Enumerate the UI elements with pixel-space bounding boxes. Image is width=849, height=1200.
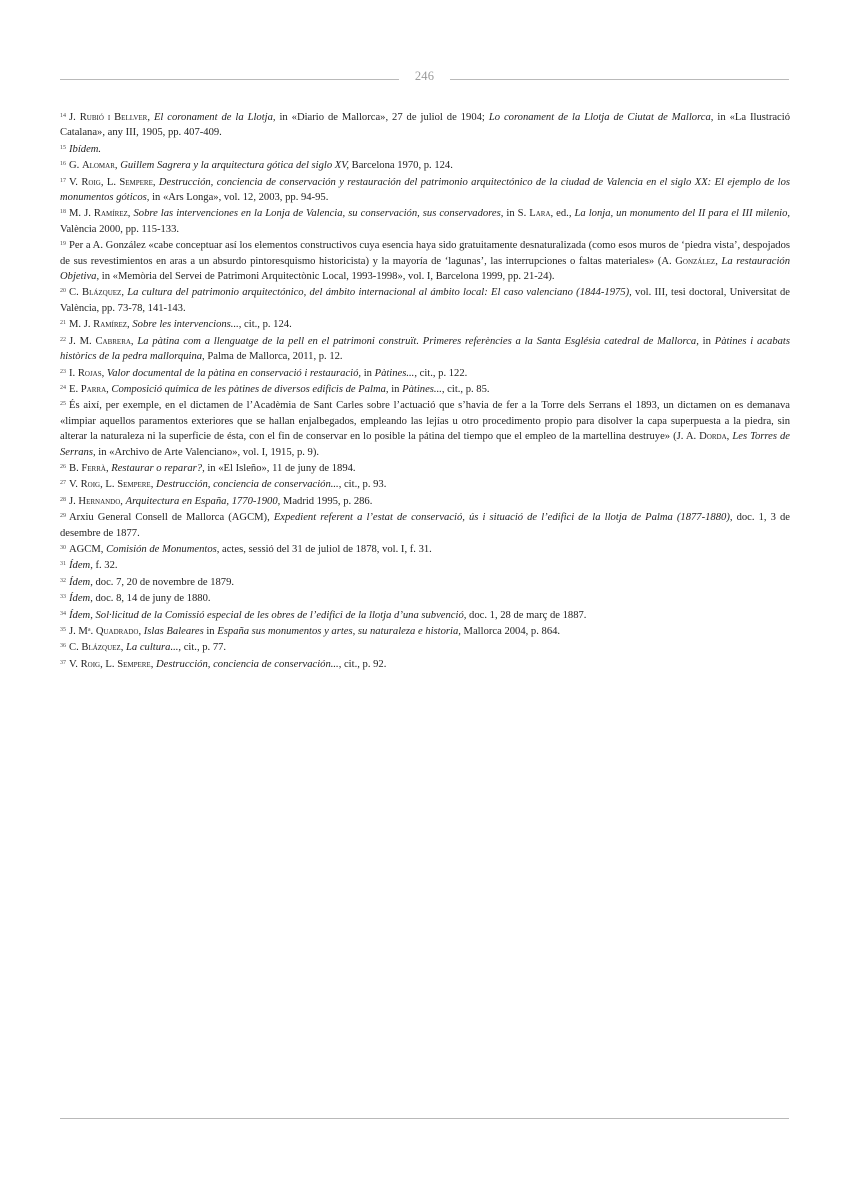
footnote-number: 21 bbox=[60, 320, 66, 327]
footnote-text: . bbox=[90, 626, 96, 637]
footnote-text: Roig bbox=[81, 176, 101, 188]
footnote-text: España sus monumentos y artes, su naturaleza e historia, bbox=[217, 626, 461, 637]
footnote-text: Per a A. González «cabe conceptuar así los elementos constructivos cuya esencia haya sido gratuitamente desnaturalizada (como esos muros de ‘piedra vista’, despojados de sus revestimientos en aras a un absurdo pintoresquismo historicista) y la mayoría de ‘lagunas’, las interrupciones o faltas materiales» (A. bbox=[60, 240, 790, 267]
footnote-text: J. M bbox=[69, 626, 88, 637]
footnote-text: , ed., bbox=[550, 208, 575, 220]
page-number: 246 bbox=[414, 68, 435, 83]
footnote-text: Rojas bbox=[77, 367, 102, 379]
footnote-text: , bbox=[101, 367, 107, 379]
footnote-text: , bbox=[715, 255, 722, 267]
footnote-text: Sol·licitud de la Comissió especial de les obres de l’edifici de la llotja d’una subvenció, bbox=[95, 609, 467, 621]
footnote-text: , cit., p. 77. bbox=[178, 642, 227, 654]
footnote-text: , L. bbox=[100, 658, 118, 670]
footnote-15 bbox=[60, 141, 790, 157]
footnote-text: C. bbox=[69, 642, 82, 654]
footer-rule bbox=[60, 1118, 789, 1119]
footnote-text: Ídem bbox=[69, 576, 91, 588]
footnote-number: 20 bbox=[60, 288, 66, 295]
footnote-text: Sobre les intervencions..., bbox=[132, 319, 242, 331]
footnote-text: , bbox=[127, 319, 133, 331]
footnote-number: 19 bbox=[60, 241, 66, 248]
footnote-text: G. bbox=[69, 160, 82, 172]
footnote-text: doc. 1, 28 de març de 1887. bbox=[466, 609, 587, 621]
footnote-text: M. J. bbox=[69, 319, 94, 331]
footnote-number: 23 bbox=[60, 368, 66, 375]
footnote-text: , bbox=[130, 335, 138, 347]
footnote-text: , cit., p. 122. bbox=[414, 367, 468, 379]
footnote-number: 16 bbox=[60, 161, 66, 168]
footnote-text: B. bbox=[69, 462, 82, 474]
footnote-37 bbox=[60, 656, 790, 672]
footnote-text: Comisión de Monumentos bbox=[106, 543, 217, 555]
footnote-number: 34 bbox=[60, 610, 66, 617]
footnote-36 bbox=[60, 639, 790, 655]
footnote-text: cit., p. 124. bbox=[241, 319, 292, 331]
footnote-text: El coronament de la Llotja, bbox=[153, 112, 276, 123]
footnote-34 bbox=[60, 607, 790, 623]
footnote-text: Arxiu General Consell de Mallorca (AGCM), bbox=[69, 512, 274, 524]
footnote-number: 29 bbox=[60, 513, 66, 520]
footnote-text: , bbox=[147, 112, 154, 123]
footnote-text: in «Memòria del Servei de Patrimoni Arquitectònic Local, 1993-1998», vol. I, Barcelona 1999, pp. 21-24). bbox=[99, 271, 555, 283]
header-rule-left bbox=[60, 79, 399, 80]
footnote-text: doc. 1, 3 de desembre de 1877. bbox=[60, 512, 790, 539]
footnote-text: Sempere bbox=[117, 479, 151, 491]
footnote-text: J. M. bbox=[69, 335, 96, 347]
footnote-text: Arquitectura en España, 1770-1900, bbox=[125, 495, 281, 507]
footnote-text: Ramírez bbox=[93, 208, 128, 220]
footnote-text: a bbox=[87, 627, 91, 633]
footnote-22 bbox=[60, 333, 790, 365]
footnote-text: in bbox=[388, 383, 403, 395]
page-header bbox=[60, 66, 789, 86]
footnote-text: , bbox=[726, 431, 733, 443]
footnote-text: in bbox=[361, 367, 375, 379]
footnote-text: in «Diario de Mallorca», 27 de juliol de 1904; bbox=[275, 112, 489, 123]
footnote-24 bbox=[60, 381, 790, 397]
footnote-text: , bbox=[138, 626, 144, 637]
footnote-text: Lara bbox=[529, 208, 551, 220]
footnote-text: E. bbox=[69, 383, 81, 395]
footnote-number: 27 bbox=[60, 480, 66, 487]
footnote-text: Ferrà bbox=[81, 462, 106, 474]
footnote-32 bbox=[60, 574, 790, 590]
footnote-text: in «La Ilustració Catalana», any III, 1905, pp. 407-409. bbox=[60, 112, 790, 139]
footnote-33 bbox=[60, 590, 790, 606]
footnote-text: J. bbox=[69, 495, 79, 507]
footnote-text: Madrid 1995, p. 286. bbox=[280, 495, 373, 507]
footnote-text: La cultura... bbox=[126, 642, 179, 654]
footnote-text: Cabrera bbox=[95, 335, 131, 347]
footnote-text: Ibídem. bbox=[69, 143, 102, 155]
footnote-number: 36 bbox=[60, 643, 66, 650]
footnote-number: 26 bbox=[60, 463, 66, 470]
footnote-number: 25 bbox=[60, 401, 66, 408]
footnote-number: 28 bbox=[60, 496, 66, 503]
footnote-text: Composició química de les pàtines de diversos edificis de Palma, bbox=[111, 383, 389, 395]
footnote-text: González bbox=[675, 255, 716, 267]
footnote-text: Hernando bbox=[78, 495, 121, 507]
footnote-text: Roig bbox=[80, 479, 101, 491]
footnote-text: Alomar bbox=[81, 160, 115, 172]
footnote-text: Roig bbox=[80, 658, 101, 670]
footnote-text: Pàtines... bbox=[402, 383, 442, 395]
footnote-25 bbox=[60, 397, 790, 460]
footnote-text: Parra bbox=[80, 383, 107, 395]
footnote-text: La lonja, un monumento del II para el III milenio, bbox=[574, 208, 791, 220]
footnote-text: És així, per exemple, en el dictamen de l’Acadèmia de Sant Carles sobre l’actuació que s’havia de fer a la Torre dels Serrans el 1893, un dictamen on es demanava «limpiar aquellos paramentos exteriores que se hallan enjalbegados, empleando las lejías u otro procedimento propio para disolver la capa superpuesta a la piedra, sin alterar la naturaleza ni la superficie de ésta, con el fin de conservar en lo posible la pátina del tiempo que el empleo de la martellina destruye» (J. A. bbox=[60, 400, 790, 443]
footnote-text: M. J. bbox=[69, 208, 94, 220]
footnote-text: Sobre las intervenciones en la Lonja de Valencia, su conservación, sus conservadores, bbox=[133, 208, 504, 220]
footnote-text: , cit., p. 92. bbox=[338, 658, 387, 670]
footnote-text: Sempere bbox=[119, 176, 153, 188]
footnote-text: Islas Baleares bbox=[143, 626, 204, 637]
footnote-number: 24 bbox=[60, 384, 66, 391]
footnote-text: AGCM, bbox=[69, 543, 107, 555]
footnote-text: , bbox=[152, 176, 159, 188]
footnote-number: 14 bbox=[60, 113, 66, 119]
footnote-text: I. bbox=[69, 367, 78, 379]
footnote-text: València 2000, pp. 115-133. bbox=[60, 223, 180, 235]
footnote-text: Barcelona 1970, p. 124. bbox=[349, 160, 453, 172]
footnote-text: in bbox=[203, 626, 218, 637]
footnote-text: in bbox=[698, 335, 715, 347]
footnote-text: , bbox=[150, 658, 156, 670]
footnote-text: Guillem Sagrera y la arquitectura gótica del siglo XV, bbox=[120, 160, 350, 172]
footnote-text: , doc. 8, 14 de juny de 1880. bbox=[90, 593, 211, 605]
footnote-text: Ídem bbox=[69, 560, 91, 572]
footnote-text: in S. bbox=[503, 208, 530, 220]
footnote-text: Destrucción, conciencia de conservación... bbox=[156, 479, 339, 491]
footnote-text: , f. 32. bbox=[90, 560, 118, 572]
footnote-text: Blázquez bbox=[82, 287, 122, 299]
header-rule-right bbox=[450, 79, 789, 80]
footnote-20 bbox=[60, 284, 790, 316]
footnote-27 bbox=[60, 476, 790, 492]
footnote-text: Blázquez bbox=[81, 642, 121, 654]
footnote-text: , bbox=[120, 642, 127, 654]
footnote-number: 32 bbox=[60, 577, 66, 584]
footnote-text: Dorda bbox=[699, 431, 727, 443]
footnote-text: La cultura del patrimonio arquitectónico, del ámbito internacional al ámbito local: El caso valenciano (1844-1975), bbox=[127, 287, 632, 299]
footnote-number: 17 bbox=[60, 177, 66, 184]
footnote-30 bbox=[60, 541, 790, 557]
footnote-text: Sempere bbox=[117, 658, 151, 670]
footnote-text: Lo coronament de la Llotja de Ciutat de Mallorca, bbox=[488, 112, 714, 123]
footnote-text: , bbox=[120, 495, 126, 507]
footnote-31 bbox=[60, 557, 790, 573]
footnote-text: in «Ars Longa», vol. 12, 2003, pp. 94-95. bbox=[149, 192, 329, 204]
footnote-28 bbox=[60, 493, 790, 509]
footnote-19 bbox=[60, 237, 790, 284]
footnote-text: Ídem bbox=[69, 593, 91, 605]
footnote-text: , L. bbox=[100, 176, 120, 188]
footnote-text: Pàtines... bbox=[374, 367, 415, 379]
footnote-text: Expedient referent a l’estat de conservació, ús i situació de l’edifici de la llotja de Palma (1877-1880), bbox=[273, 512, 733, 524]
footnote-text: La pàtina com a llenguatge de la pell en el patrimoni construït. Primeres referències a la Santa Església catedral de Mallorca, bbox=[137, 335, 699, 347]
footnote-text: , bbox=[150, 479, 156, 491]
footnote-text: , bbox=[90, 609, 96, 621]
footnote-text: , bbox=[106, 383, 112, 395]
footnote-text: Quadrado bbox=[95, 626, 139, 637]
footnote-text: J. bbox=[69, 112, 80, 123]
footnote-text: in «El Isleño», 11 de juny de 1894. bbox=[204, 462, 356, 474]
footnote-text: Restaurar o reparar?, bbox=[111, 462, 205, 474]
footnote-text: , bbox=[121, 287, 128, 299]
footnote-number: 22 bbox=[60, 336, 66, 343]
footnote-26 bbox=[60, 460, 790, 476]
footnote-29 bbox=[60, 509, 790, 541]
footnote-text: , doc. 7, 20 de novembre de 1879. bbox=[90, 576, 235, 588]
footnote-text: Pàtines i acabats històrics de la pedra mallorquina bbox=[60, 335, 790, 363]
footnote-text: in «Archivo de Arte Valenciano», vol. I, 1915, p. 9). bbox=[95, 446, 320, 458]
footnote-text: Mallorca 2004, p. 864. bbox=[460, 626, 561, 637]
footnote-text: Les Torres de Serrans, bbox=[60, 431, 790, 458]
footnote-text: , bbox=[127, 208, 134, 220]
footnote-text: , L. bbox=[100, 479, 118, 491]
footnote-text: V. bbox=[69, 658, 81, 670]
footnote-16 bbox=[60, 157, 790, 173]
footnote-21 bbox=[60, 316, 790, 332]
footnote-text: , actes, sessió del 31 de juliol de 1878, vol. I, f. 31. bbox=[216, 543, 432, 555]
footnote-text: Destrucción, conciencia de conservación y restauración del patrimonio arquitectónico de la ciudad de Valencia en el siglo XX: El ejemplo de los monumentos góticos, bbox=[60, 176, 790, 204]
footnote-number: 35 bbox=[60, 627, 66, 633]
footnote-text: V. bbox=[69, 479, 81, 491]
footnote-35 bbox=[60, 623, 790, 639]
footnote-23 bbox=[60, 365, 790, 381]
footnote-text: vol. III, tesi doctoral, Universitat de València, pp. 73-78, 141-143. bbox=[60, 287, 791, 314]
footnote-number: 30 bbox=[60, 544, 66, 551]
footnote-text: Destrucción, conciencia de conservación... bbox=[156, 658, 339, 670]
footnote-text: Ramírez bbox=[93, 319, 128, 331]
footnote-number: 15 bbox=[60, 144, 66, 151]
footnote-text: Ídem bbox=[69, 609, 91, 621]
footnote-number: 31 bbox=[60, 561, 66, 568]
footnote-17 bbox=[60, 174, 790, 206]
footnote-text: , Palma de Mallorca, 2011, p. 12. bbox=[202, 351, 343, 363]
footnote-number: 33 bbox=[60, 594, 66, 601]
footnote-text: C. bbox=[69, 287, 82, 299]
footnote-text: V. bbox=[69, 176, 82, 188]
footnote-14 bbox=[60, 109, 790, 141]
footnote-18 bbox=[60, 205, 790, 237]
footnote-text: , cit., p. 85. bbox=[441, 383, 490, 395]
footnotes-section bbox=[60, 109, 790, 672]
footnote-text: Valor documental de la pàtina en conservació i restauració, bbox=[106, 367, 362, 379]
footnote-text: , bbox=[114, 160, 121, 172]
footnote-number: 18 bbox=[60, 209, 66, 216]
footnote-text: Rubió i Bellver bbox=[79, 112, 148, 123]
footnote-text: , cit., p. 93. bbox=[338, 479, 387, 491]
footnote-number: 37 bbox=[60, 659, 66, 666]
footnote-text: La restauración Objetiva, bbox=[60, 255, 790, 283]
footnote-text: , bbox=[105, 462, 112, 474]
